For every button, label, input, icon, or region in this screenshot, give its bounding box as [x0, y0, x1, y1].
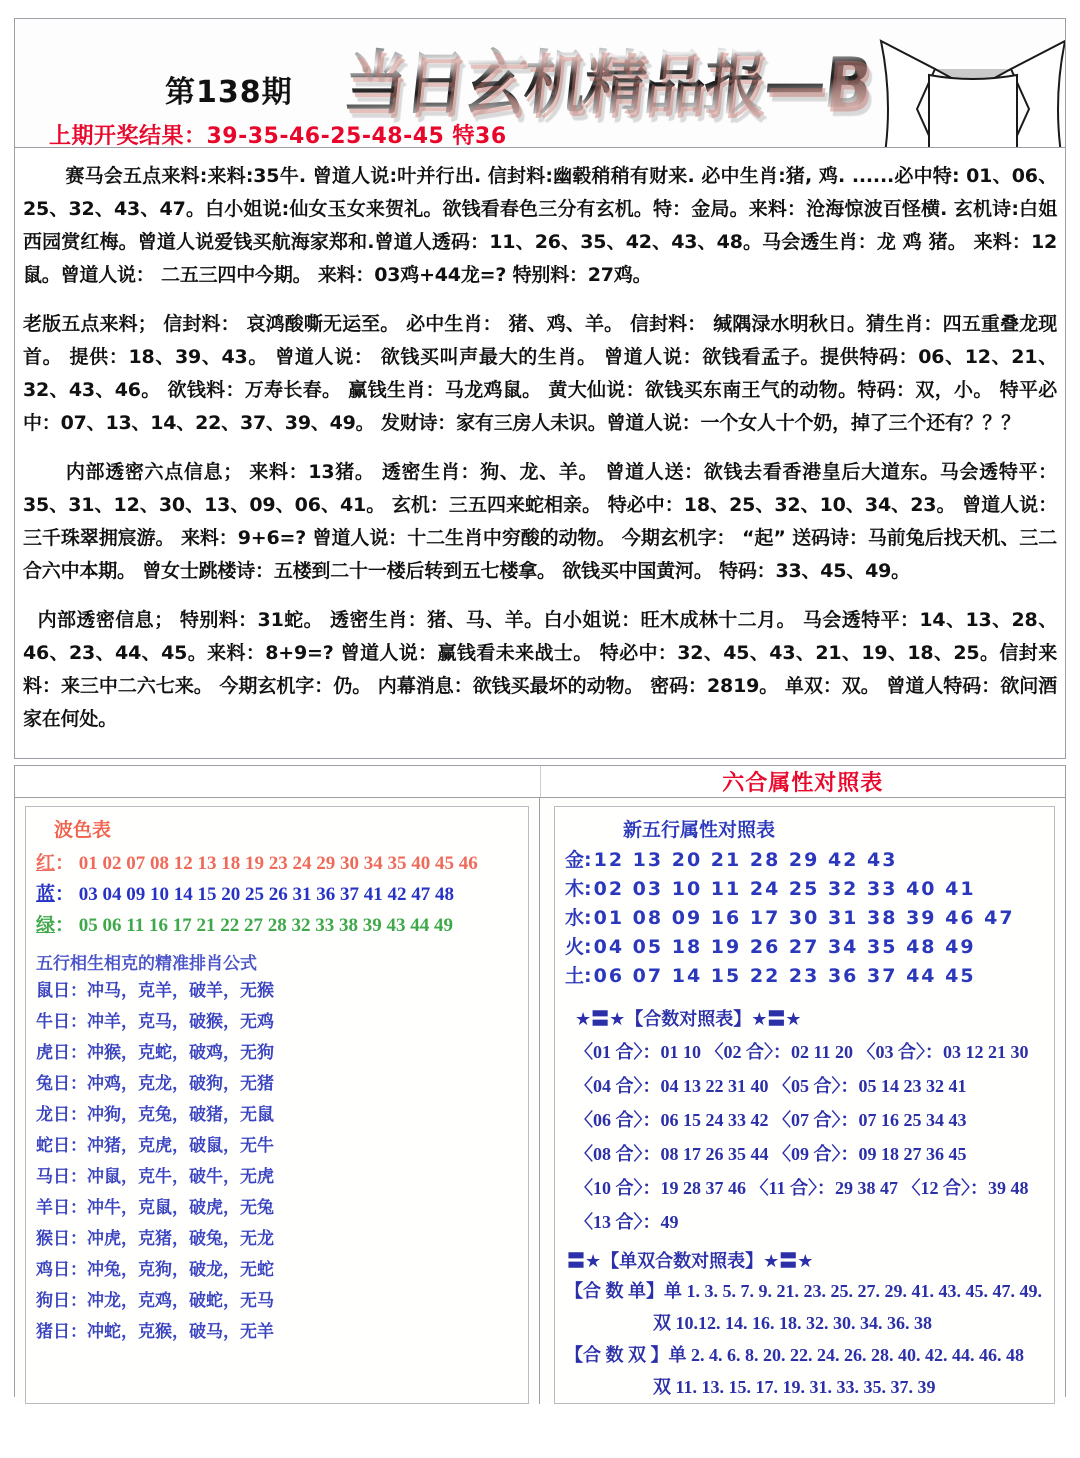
wuxing-label-tu: 土: [565, 965, 585, 987]
wuxing-numbers-mu: 02 03 10 11 24 25 32 33 40 41: [593, 878, 976, 900]
main-content-box: [14, 147, 1066, 759]
zodiac-formula-row: 狗日：冲龙，克鸡，破蛇，无马: [36, 1291, 274, 1311]
wuxing-numbers-tu: 06 07 14 15 22 23 36 37 44 45: [593, 965, 976, 987]
hesu-row: 〈08 合〉：08 17 26 35 44 〈09 合〉：09 18 27 36 45: [575, 1144, 967, 1164]
hesu-row: 〈13 合〉：49: [575, 1212, 679, 1232]
zodiac-formula-row: 蛇日：冲猪，克虎，破鼠，无牛: [36, 1136, 274, 1156]
wave-color-frame: [25, 806, 529, 1404]
danshuang-row: 双 11. 13. 15. 17. 19. 31. 33. 35. 37. 39: [653, 1377, 936, 1397]
issue-number: 第138期: [165, 75, 293, 110]
paragraph-3: [23, 456, 1057, 588]
wuxing-numbers-huo: 04 05 18 19 26 27 34 35 48 49: [593, 936, 976, 958]
attribute-tables-panel: [540, 798, 1065, 1404]
zodiac-formula-row: 马日：冲鼠，克牛，破牛，无虎: [36, 1167, 274, 1187]
hesu-row: 〈10 合〉：19 28 37 46 〈11 合〉：29 38 47 〈12 合〉：39 48: [575, 1178, 1029, 1198]
ribbon-graphic: [873, 35, 1066, 147]
wuxing-row-huo: 火: 04 05 18 19 26 27 34 35 48 49: [565, 936, 976, 958]
hesu-row: 〈06 合〉：06 15 24 33 42 〈07 合〉：07 16 25 34 43: [575, 1110, 967, 1130]
paragraph-1-text: 赛马会五点来料:来料:35牛. 曾道人说:叶并行出. 信封料:幽毂稍稍有财来. 必中生肖:猪, 鸡. ......必中特: 01、06、25、32、43、47。白小姐说:仙女玉女来贺礼。欲钱看春色三分有玄机。特：金局。来料：沧海惊波百怪横. 玄机诗:白姐西园赏红梅。曾道人说爱钱买航海家郑和.曾道人透码：11、26、35、42、43、48。马会透生肖：龙 鸡 猪。 来料：12鼠。曾道人说： 二五三四中今期。 来料：03鸡+44龙=? 特别料：27鸡。: [23, 165, 1057, 286]
wuxing-row-tu: 土: 06 07 14 15 22 23 36 37 44 45: [565, 965, 976, 987]
wuxing-row-mu: 木: 02 03 10 11 24 25 32 33 40 41: [565, 878, 976, 900]
wuxing-numbers-shui: 01 08 09 16 17 30 31 38 39 46 47: [593, 907, 1015, 929]
wave-color-panel: [15, 798, 540, 1404]
zodiac-formula-row: 羊日：冲牛，克鼠，破虎，无兔: [36, 1198, 274, 1218]
wave-row-blue: 蓝： 03 04 09 10 14 15 20 25 26 31 36 37 41 42 47 48: [36, 884, 455, 905]
zodiac-formula-row: 牛日：冲羊，克马，破猴，无鸡: [36, 1012, 274, 1032]
wave-row-green: 绿： 05 06 11 16 17 21 22 27 28 32 33 38 39 43 44 49: [36, 915, 453, 936]
page-root: [0, 18, 1080, 1458]
hesu-row: 〈01 合〉：01 10 〈02 合〉：02 11 20 〈03 合〉：03 12 21 30: [575, 1042, 1029, 1062]
paragraph-4: [23, 604, 1057, 736]
wuxing-numbers-jin: 12 13 20 21 28 29 42 43: [593, 849, 898, 871]
wuxing-label-mu: 木: [565, 878, 585, 900]
wave-numbers-red: 01 02 07 08 12 13 18 19 23 24 29 30 34 35 40 45 46: [78, 853, 478, 874]
page-title: 当日玄机精品报—B: [340, 28, 876, 128]
danshuang-row: 【合 数 单】单 1. 3. 5. 7. 9. 21. 23. 25. 27. 29. 41. 43. 45. 47. 49.: [565, 1281, 1042, 1301]
last-draw-result: 上期开奖结果：39-35-46-25-48-45 特36: [49, 124, 507, 147]
paragraph-2: [23, 308, 1057, 440]
zodiac-formula-row: 虎日：冲猴，克蛇，破鸡，无狗: [36, 1043, 274, 1063]
zodiac-formula-title: 五行相生相克的精准排肖公式: [36, 954, 257, 974]
paragraph-3-text: 内部透密六点信息； 来料：13猪。 透密生肖：狗、龙、羊。 曾道人送：欲钱去看香港皇后大道东。马会透特平：35、31、12、30、13、09、06、41。 玄机：三五四来蛇相亲。 特必中：18、25、32、10、34、23。 曾道人说：三千珠翠拥宸游。 来料：9+6=? 曾道人说：十二生肖中穷酸的动物。 今期玄机字： “起” 送码诗：马前兔后找天机、三二合六中本期。 曾女士跳楼诗：五楼到二十一楼后转到五七楼拿。 欲钱买中国黄河。 特码：33、45、49。: [23, 461, 1057, 582]
paragraph-4-text: 内部透密信息； 特别料：31蛇。 透密生肖：猪、马、羊。白小姐说：旺木成林十二月。 马会透特平：14、13、28、46、23、44、45。来料：8+9=? 曾道人说：赢钱看未来战士。 特必中：32、45、43、21、19、18、25。信封来料：来三中二六七来。 今期玄机字：仍。 内幕消息：欲钱买最坏的动物。 密码：2819。 单双：双。 曾道人特码：欲问酒家在何处。: [23, 609, 1057, 730]
paragraph-2-text: 老版五点来料； 信封料： 哀鸿酸嘶无运至。 必中生肖： 猪、鸡、羊。 信封料： 缄隅渌水明秋日。猜生肖：四五重叠龙现首。 提供：18、39、43。 曾道人说： 欲钱买叫声最大的生肖。 曾道人说：欲钱看孟子。提供特码：06、12、21、32、43、46。 欲钱料：万寿长春。 赢钱生肖：马龙鸡鼠。 黄大仙说：欲钱买东南王气的动物。特码：双，小。 特平必中：07、13、14、22、37、39、49。 发财诗：家有三房人未识。曾道人说：一个女人十个奶，掉了三个还有？？？: [23, 313, 1057, 434]
wuxing-table-title: 新五行属性对照表: [623, 819, 776, 841]
zodiac-formula-row: 猴日：冲虎，克猪，破兔，无龙: [36, 1229, 274, 1249]
danshuang-row: 双 10.12. 14. 16. 18. 32. 30. 34. 36. 38: [653, 1313, 932, 1333]
bottom-tables: [14, 765, 1066, 1397]
wave-label-red: 红: [36, 853, 56, 874]
wave-numbers-green: 05 06 11 16 17 21 22 27 28 32 33 38 39 43 44 49: [78, 915, 453, 936]
zodiac-formula-row: 猪日：冲蛇，克猴，破马，无羊: [36, 1322, 274, 1342]
zodiac-formula-row: 鸡日：冲兔，克狗，破龙，无蛇: [36, 1260, 274, 1280]
danshuang-row: 【合 数 双 】单 2. 4. 6. 8. 20. 22. 24. 26. 28. 40. 42. 44. 46. 48: [565, 1345, 1024, 1365]
attribute-tables-frame: [554, 806, 1055, 1404]
zodiac-formula-row: 龙日：冲狗，克兔，破猪，无鼠: [36, 1105, 274, 1125]
wuxing-label-huo: 火: [565, 936, 585, 958]
wuxing-row-shui: 水: 01 08 09 16 17 30 31 38 39 46 47: [565, 907, 1015, 929]
liuhe-attribute-title: 六合属性对照表: [722, 771, 884, 796]
hesu-row: 〈04 合〉：04 13 22 31 40 〈05 合〉：05 14 23 32 41: [575, 1076, 967, 1096]
hesu-table-title: ★〓★【合数对照表】★〓★: [575, 1009, 802, 1030]
paragraph-1: [23, 160, 1057, 292]
wuxing-label-jin: 金: [565, 849, 585, 871]
page-header: [14, 18, 1066, 147]
danshuang-table-title: 〓★【单双合数对照表】★〓★: [567, 1251, 814, 1272]
wuxing-label-shui: 水: [565, 907, 585, 929]
wave-numbers-blue: 03 04 09 10 14 15 20 25 26 31 36 37 41 42 47 48: [78, 884, 455, 905]
wave-label-green: 绿: [36, 915, 56, 936]
bottom-header-left-cell: [15, 766, 541, 797]
zodiac-formula-row: 兔日：冲鸡，克龙，破狗，无猪: [36, 1074, 274, 1094]
zodiac-formula-row: 鼠日：冲马，克羊，破羊，无猴: [36, 981, 274, 1001]
wave-row-red: 红： 01 02 07 08 12 13 18 19 23 24 29 30 34 35 40 45 46: [36, 853, 478, 874]
wave-label-blue: 蓝: [36, 884, 56, 905]
wave-table-title: 波色表: [54, 819, 112, 841]
bottom-tables-body: [15, 798, 1065, 1404]
bottom-tables-header: [15, 766, 1065, 798]
wuxing-row-jin: 金: 12 13 20 21 28 29 42 43: [565, 849, 898, 871]
